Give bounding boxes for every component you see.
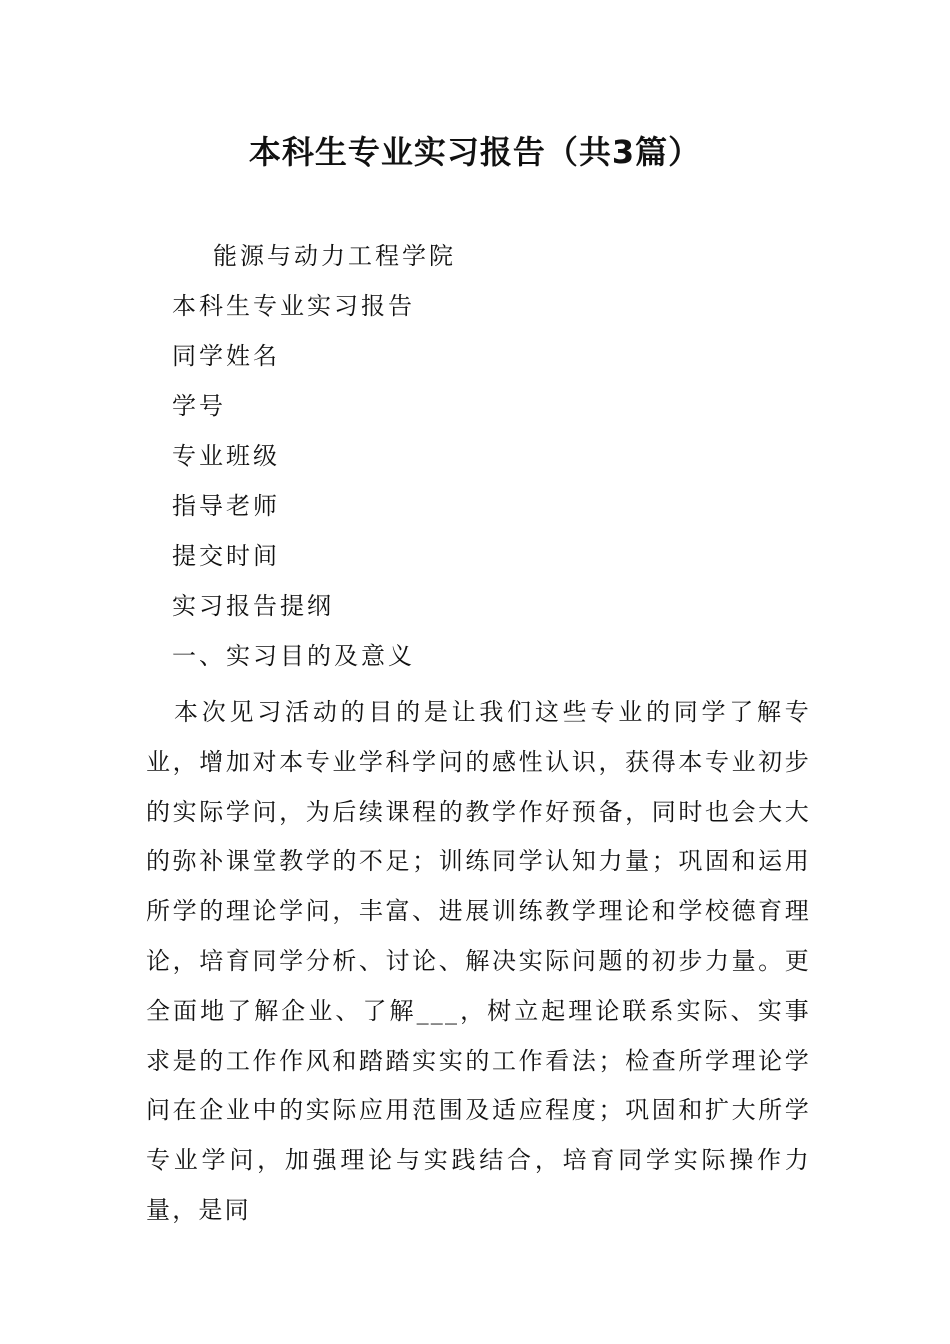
cover-field-submit-time: 提交时间 [172,542,280,570]
cover-field-student-id: 学号 [172,392,226,420]
section-heading-purpose: 一、实习目的及意义 [172,642,415,670]
college-name: 能源与动力工程学院 [213,242,456,270]
cover-field-advisor: 指导老师 [172,492,280,520]
cover-field-report-title: 本科生专业实习报告 [172,292,415,320]
body-paragraph: 本次见习活动的目的是让我们这些专业的同学了解专业，增加对本专业学科学问的感性认识，获得本专业初步的实际学问，为后续课程的教学作好预备，同时也会大大的弥补课堂教学的不足；训练同学认知力量；巩固和运用所学的理论学问，丰富、进展训练教学理论和学校德育理论，培育同学分析、讨论、解决实际问题的初步力量。更全面地了解企业、了解___，树立起理论联系实际、实事求是的工作作风和踏踏实实的工作看法；检查所学理论学问在企业中的实际应用范围及适应程度；巩固和扩大所学专业学问，加强理论与实践结合，培育同学实际操作力量，是同 [146,698,811,1224]
cover-field-outline: 实习报告提纲 [172,592,334,620]
cover-field-student-name: 同学姓名 [172,342,280,370]
cover-field-class: 专业班级 [172,442,280,470]
document-title: 本科生专业实习报告（共3篇） [248,133,702,171]
